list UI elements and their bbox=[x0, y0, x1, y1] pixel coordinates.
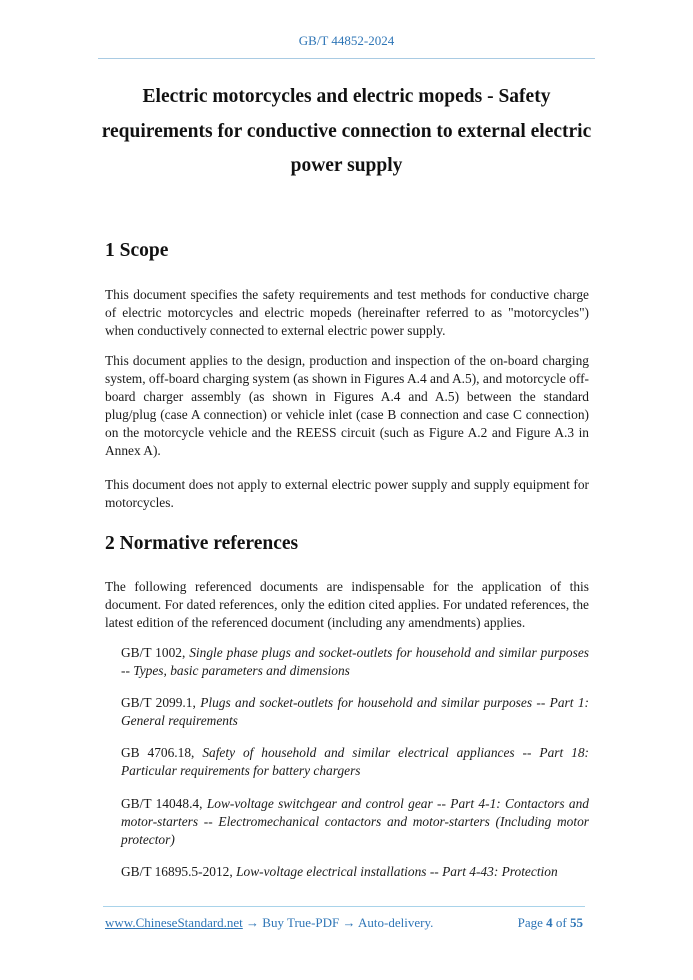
reference-code: GB 4706.18, bbox=[121, 745, 195, 760]
title-line-3: power supply bbox=[290, 155, 403, 176]
title-line-1: Electric motorcycles and electric mopeds - Safety bbox=[142, 86, 551, 107]
section-heading-scope: 1 Scope bbox=[105, 240, 169, 261]
reference-item bbox=[121, 795, 589, 849]
scope-paragraph-2: This document applies to the design, production and inspection of the on-board charging system, off-board charging system (as shown in Figures A.4 and A.5), and motorcycle off-board charger assembly (as shown in Figures A.4 and A.5) between the standard plug/plug (case A connection) or vehicle inlet (case B connection and case C connection) on the motorcycle vehicle and the REESS circuit (such as Figure A.2 and Figure A.3 in Annex A). bbox=[105, 353, 589, 458]
section-heading-normative-references: 2 Normative references bbox=[105, 533, 299, 554]
page-current: 4 bbox=[546, 915, 553, 930]
page-footer bbox=[105, 915, 585, 931]
reference-item bbox=[121, 863, 589, 881]
references-intro-paragraph: The following referenced documents are indispensable for the application of this document. For dated references, only the edition cited applies. For undated references, the latest edition of the referenced document (including any amendments) applies. bbox=[105, 579, 589, 630]
reference-item bbox=[121, 644, 589, 680]
reference-title: Low-voltage switchgear and control gear -- Part 4-1: Contactors and motor-starters -- Electromechanical contactors and motor-starters (Including motor protector) bbox=[121, 796, 589, 847]
reference-code: GB/T 14048.4, bbox=[121, 796, 203, 811]
reference-title: Plugs and socket-outlets for household and similar purposes -- Part 1: General requirements bbox=[121, 695, 590, 728]
reference-code: GB/T 16895.5-2012, bbox=[121, 864, 233, 879]
page-label: Page bbox=[517, 915, 543, 930]
website-link[interactable]: www.ChineseStandard.net bbox=[105, 915, 243, 930]
reference-title: Single phase plugs and socket-outlets for household and similar purposes -- Types, basic parameters and dimensions bbox=[121, 645, 589, 678]
title-line-2: requirements for conductive connection to external electric bbox=[101, 120, 592, 142]
document-title bbox=[100, 80, 593, 184]
header-divider bbox=[98, 58, 595, 59]
reference-code: GB/T 1002, bbox=[121, 645, 186, 660]
reference-title: Safety of household and similar electrical appliances -- Part 18: Particular requirements for battery chargers bbox=[121, 745, 589, 778]
page-total: 55 bbox=[570, 915, 583, 930]
reference-item bbox=[121, 694, 589, 730]
reference-item bbox=[121, 744, 589, 780]
reference-code: GB/T 2099.1, bbox=[121, 695, 196, 710]
scope-paragraph-1: This document specifies the safety requirements and test methods for conductive charge of electric motorcycles and electric mopeds (hereinafter referred to as "motorcycles") when conductively connected to external electric power supply. bbox=[105, 287, 589, 338]
footer-divider bbox=[103, 906, 585, 907]
running-header: GB/T 44852-2024 bbox=[298, 33, 395, 48]
page-indicator bbox=[518, 915, 583, 931]
page-of-label: of bbox=[555, 915, 567, 930]
promo-text: → Buy True-PDF → Auto-delivery. bbox=[242, 915, 434, 930]
scope-paragraph-3: This document does not apply to external electric power supply and supply equipment for motorcycles. bbox=[105, 477, 589, 510]
reference-title: Low-voltage electrical installations -- Part 4-43: Protection bbox=[236, 864, 558, 879]
